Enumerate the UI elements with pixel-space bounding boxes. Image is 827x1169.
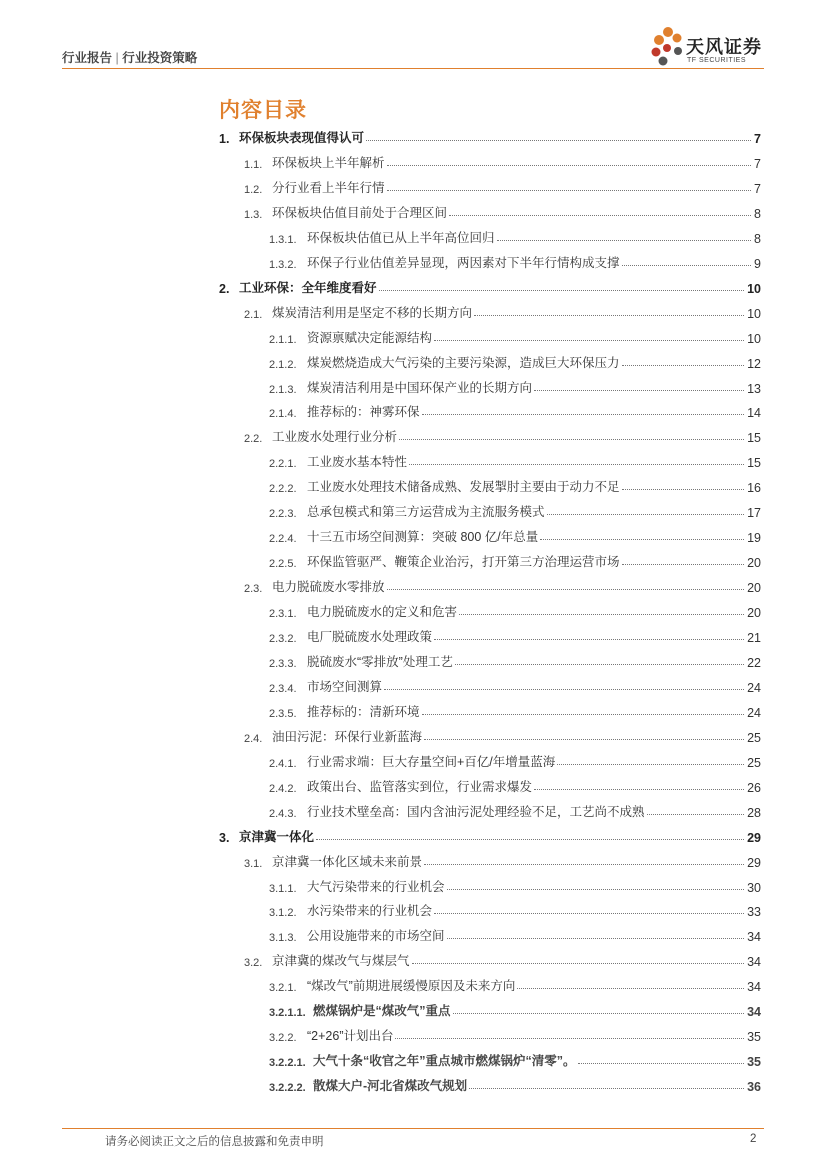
toc-entry-title: 行业需求端：巨大存量空间+百亿/年增量蓝海 [307,754,556,769]
toc-entry-page: 36 [747,1080,761,1095]
toc-entry[interactable] [219,276,761,296]
toc-entry-page: 26 [747,780,761,795]
toc-entry-title: 政策出台、监管落实到位，行业需求爆发 [307,779,533,794]
toc-entry[interactable] [269,525,761,545]
toc-entry[interactable] [269,475,761,495]
toc-entry-page: 7 [754,156,761,171]
toc-dot-leader [557,764,744,765]
toc-entry-page: 25 [747,730,761,745]
toc-entry-title: 煤炭燃烧造成大气污染的主要污染源，造成巨大环保压力 [307,355,620,370]
toc-entry-page: 10 [747,306,761,321]
toc-entry-number: 2.3.3. [269,657,297,670]
toc-entry-title: 总承包模式和第三方运营成为主流服务模式 [307,505,545,520]
toc-entry-number: 2.1.3. [269,383,297,396]
toc-entry[interactable] [244,575,761,595]
logo-petals-icon [650,24,686,72]
toc-entry-title: 煤炭清洁利用是坚定不移的长期方向 [272,305,473,320]
toc-entry-page: 9 [754,256,761,271]
toc-entry-number: 3.2.1.1. [269,1007,306,1020]
toc-entry-page: 15 [747,456,761,471]
toc-entry[interactable] [269,1049,761,1069]
toc-entry[interactable] [269,775,761,795]
toc-entry-page: 17 [747,506,761,521]
toc-entry-number: 1.3.2. [269,258,297,271]
toc-entry-title: 燃煤锅炉是“煤改气”重点 [313,1004,451,1019]
toc-entry-number: 2.3.5. [269,707,297,720]
toc-dot-leader [449,215,751,216]
toc-dot-leader [434,639,744,640]
toc-dot-leader [447,889,745,890]
toc-dot-leader [424,864,744,865]
toc-entry[interactable] [269,700,761,720]
toc-dot-leader [422,414,745,415]
toc-entry-title: 散煤大户-河北省煤改气规划 [313,1079,468,1094]
toc-entry-number: 2.3.2. [269,633,297,645]
toc-entry-number: 3. [219,830,230,845]
toc-entry-page: 15 [747,431,761,446]
header-category: 行业报告 [62,51,113,65]
toc-dot-leader [459,614,744,615]
toc-entry-page: 33 [747,905,761,920]
toc-dot-leader [534,390,744,391]
toc-dot-leader [434,340,744,341]
toc-entry-number: 2.2.3. [269,508,297,521]
toc-entry-title: 环保板块估值已从上半年高位回归 [307,230,495,245]
toc-entry-number: 3.2.2.2. [269,1082,306,1095]
toc-entry-page: 10 [747,331,761,346]
footer-disclaimer: 请务必阅读正文之后的信息披露和免责申明 [105,1136,324,1148]
toc-entry[interactable] [269,226,761,246]
toc-entry-number: 3.2.2. [269,1032,297,1045]
toc-dot-leader [474,315,744,316]
toc-dot-leader [578,1063,745,1064]
toc-entry-number: 1.3.1. [269,233,297,246]
toc-entry[interactable] [269,625,761,645]
toc-entry-number: 2.3.4. [269,682,297,695]
toc-dot-leader [547,514,745,515]
toc-dot-leader [316,839,744,840]
toc-entry-number: 2.1.2. [269,358,297,371]
toc-entry[interactable] [269,650,761,670]
toc-entry-title: 京津冀一体化 [239,829,315,844]
toc-entry-page: 20 [747,556,761,571]
toc-entry-title: 水污染带来的行业机会 [307,904,433,919]
toc-entry-page: 21 [747,631,761,645]
toc-dot-leader [622,365,745,366]
footer-page-number: 2 [750,1133,757,1145]
toc-entry-title: 推荐标的：神雾环保 [307,405,420,420]
toc-entry-title: 大气污染带来的行业机会 [307,879,445,894]
toc-entry[interactable] [269,600,761,620]
toc-entry-page: 20 [747,606,761,621]
header-separator: | [115,51,119,65]
toc-entry-page: 34 [747,955,761,970]
toc-dot-leader [422,714,745,715]
toc-entry-page: 29 [747,830,761,845]
toc-entry-title: “2+26”计划出台 [307,1029,394,1044]
toc-entry-number: 1.1. [244,158,263,171]
footer-divider [62,1128,764,1129]
toc-entry-title: 资源禀赋决定能源结构 [307,330,433,345]
toc-entry-number: 1. [219,132,230,146]
toc-entry-page: 10 [747,281,761,296]
toc-entry-number: 3.2. [244,957,263,970]
toc-entry-title: 环保板块上半年解析 [272,155,385,170]
toc-dot-leader [447,938,745,939]
toc-entry-title: 环保监管驱严、鞭策企业治污，打开第三方治理运营市场 [307,555,620,570]
toc-entry-title: 公用设施带来的市场空间 [307,929,445,944]
toc-entry-number: 2.2.5. [269,558,297,571]
toc-entry-number: 2.3.1. [269,608,297,621]
toc-dot-leader [424,739,744,740]
toc-entry-number: 3.2.2.1. [269,1057,306,1070]
toc-entry[interactable] [269,750,761,770]
toc-entry-page: 8 [754,231,761,246]
toc-entry-page: 25 [747,755,761,770]
toc-dot-leader [647,814,745,815]
toc-entry[interactable] [269,1074,761,1094]
toc-dot-leader [387,165,752,166]
toc-entry-title: 工业废水基本特性 [307,455,408,470]
toc-entry[interactable] [269,875,761,895]
toc-entry-page: 34 [747,1005,761,1020]
toc-entry-number: 1.2. [244,183,263,196]
toc-entry-page: 28 [747,805,761,820]
toc-entry-title: 电厂脱硫废水处理政策 [307,630,433,644]
toc-dot-leader [622,489,745,490]
toc-dot-leader [455,664,744,665]
toc-entry-page: 35 [747,1030,761,1045]
toc-dot-leader [622,265,752,266]
toc-entry[interactable] [269,376,761,396]
toc-entry-page: 24 [747,705,761,720]
toc-title: 内容目录 [219,99,307,122]
toc-entry-title: “煤改气”前期进展缓慢原因及未来方向 [307,979,516,994]
toc-dot-leader [379,290,745,291]
toc-entry[interactable] [269,251,761,271]
toc-dot-leader [384,689,744,690]
toc-dot-leader [366,140,751,141]
toc-entry-title: 环保板块估值目前处于合理区间 [272,205,448,220]
toc-entry-number: 1.3. [244,208,263,221]
toc-entry-title: 大气十条“收官之年”重点城市燃煤锅炉“清零”。 [313,1054,576,1069]
toc-entry-title: 京津冀的煤改气与煤层气 [272,954,410,969]
toc-entry[interactable] [219,825,761,845]
toc-entry-title: 电力脱硫废水的定义和危害 [307,605,458,620]
toc-entry[interactable] [269,924,761,944]
toc-entry-number: 2.2. [244,433,263,446]
toc-dot-leader [399,439,744,440]
toc-dot-leader [540,539,744,540]
toc-entry-page: 22 [747,655,761,670]
toc-entry-page: 35 [747,1055,761,1070]
toc-entry[interactable] [269,675,761,695]
toc-entry-number: 2.4.2. [269,782,297,795]
toc-dot-leader [534,789,744,790]
toc-dot-leader [387,589,745,590]
toc-entry[interactable] [269,899,761,919]
toc-entry-number: 3.1.1. [269,882,297,895]
toc-entry-page: 8 [754,206,761,221]
toc-entry-page: 34 [747,930,761,945]
toc-entry-number: 2.4. [244,732,263,745]
toc-dot-leader [453,1013,745,1014]
toc-entry-number: 2.1. [244,308,263,321]
toc-entry-number: 3.1. [244,857,263,870]
toc-entry[interactable] [269,400,761,420]
toc-entry-page: 20 [747,581,761,596]
toc-entry-number: 3.1.3. [269,932,297,945]
toc-dot-leader [517,988,744,989]
toc-entry[interactable] [244,425,761,445]
toc-entry[interactable] [244,176,761,196]
toc-entry-number: 2.2.1. [269,458,297,471]
toc-entry-number: 3.1.2. [269,907,297,920]
toc-entry[interactable] [269,326,761,346]
toc-entry-number: 2.2.2. [269,483,297,496]
toc-entry[interactable] [244,201,761,221]
toc-entry-number: 2. [219,281,230,296]
toc-dot-leader [395,1038,744,1039]
toc-entry-number: 3.2.1. [269,982,297,995]
toc-entry-page: 7 [754,132,761,146]
toc-entry-number: 2.1.4. [269,408,297,421]
toc-entry[interactable] [219,126,761,146]
toc-entry-title: 推荐标的：清新环境 [307,704,420,719]
toc-entry-number: 2.1.1. [269,333,297,346]
toc-entry-page: 30 [747,880,761,895]
header-subcategory: 行业投资策略 [122,51,198,65]
toc-entry[interactable] [244,301,761,321]
toc-entry[interactable] [244,725,761,745]
toc-entry-title: 十三五市场空间测算：突破 800 亿/年总量 [307,530,539,545]
toc-entry[interactable] [269,800,761,820]
toc-entry[interactable] [269,1024,761,1044]
toc-entry[interactable] [269,351,761,371]
toc-dot-leader [387,190,752,191]
toc-entry-number: 2.4.1. [269,757,297,770]
toc-entry-title: 环保板块表现值得认可 [239,131,365,145]
toc-entry-title: 行业技术壁垒高：国内含油污泥处理经验不足，工艺尚不成熟 [307,804,645,819]
toc-dot-leader [469,1088,744,1089]
header-breadcrumb [62,48,197,66]
toc-entry[interactable] [244,850,761,870]
toc-entry[interactable] [269,999,761,1019]
logo-english-name: TF SECURITIES [687,57,747,64]
toc-entry-title: 工业环保：全年维度看好 [239,280,377,295]
toc-entry[interactable] [244,151,761,171]
toc-dot-leader [434,913,744,914]
toc-entry-page: 7 [754,181,761,196]
toc-dot-leader [622,564,745,565]
toc-entry-number: 2.2.4. [269,533,297,546]
logo-chinese-name: 天风证券 [686,37,762,57]
toc-dot-leader [497,240,752,241]
toc-entry-page: 13 [747,381,761,396]
toc-entry-page: 29 [747,855,761,870]
toc-entry-title: 电力脱硫废水零排放 [272,580,385,595]
toc-entry-page: 16 [747,481,761,496]
toc-entry-page: 12 [747,356,761,371]
toc-entry-number: 2.3. [244,583,263,596]
toc-entry-title: 油田污泥：环保行业新蓝海 [272,729,423,744]
toc-entry[interactable] [269,450,761,470]
toc-entry-title: 煤炭清洁利用是中国环保产业的长期方向 [307,380,533,395]
toc-entry-page: 34 [747,980,761,995]
toc-entry-title: 分行业看上半年行情 [272,180,385,195]
toc-entry[interactable] [269,550,761,570]
toc-entry-title: 环保子行业估值差异显现，两因素对下半年行情构成支撑 [307,255,620,270]
toc-entry[interactable] [269,500,761,520]
toc-entry[interactable] [244,949,761,969]
toc-dot-leader [412,963,745,964]
toc-entry-title: 工业废水处理技术储备成熟、发展掣肘主要由于动力不足 [307,480,620,495]
toc-dot-leader [409,464,744,465]
company-logo [650,24,770,72]
toc-entry-number: 2.4.3. [269,807,297,820]
toc-entry-page: 24 [747,680,761,695]
toc-entry-title: 脱硫废水“零排放”处理工艺 [307,654,453,669]
toc-entry-page: 14 [747,406,761,421]
toc-entry-title: 市场空间测算 [307,679,383,694]
toc-entry[interactable] [269,974,761,994]
toc-entry-page: 19 [747,531,761,546]
toc-entry-title: 京津冀一体化区域未来前景 [272,854,423,869]
toc-entry-title: 工业废水处理行业分析 [272,430,398,445]
